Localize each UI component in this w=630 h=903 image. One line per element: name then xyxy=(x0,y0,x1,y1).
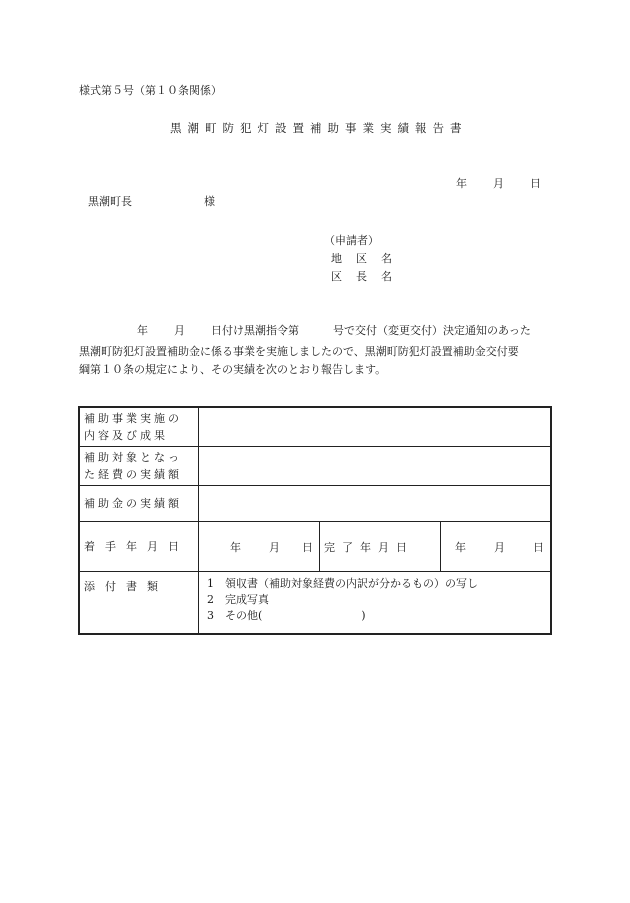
page-title: 黒潮町防犯灯設置補助事業実績報告書 xyxy=(170,121,468,135)
start-date-value[interactable] xyxy=(199,522,320,572)
item-text: その他( ) xyxy=(225,609,366,622)
list-item xyxy=(207,608,542,624)
body-line-2: 黒潮町防犯灯設置補助金に係る事業を実施しましたので、黒潮町防犯灯設置補助金交付要 xyxy=(79,345,519,358)
table-row xyxy=(79,486,551,522)
item-number: 1 xyxy=(207,577,214,590)
complete-date-value[interactable] xyxy=(441,522,552,572)
addressee-honorific: 様 xyxy=(204,195,215,208)
list-item xyxy=(207,592,542,608)
form-number: 様式第５号（第１０条関係） xyxy=(79,84,222,97)
date-day: 日 xyxy=(530,177,541,190)
table-row xyxy=(79,447,551,486)
row-label-line: 内容及び成果 xyxy=(84,429,168,442)
body-number-ref: 号で交付（変更交付）決定通知のあった xyxy=(333,324,531,337)
complete-date-label: 完了年月日 xyxy=(320,522,441,572)
item-text: 領収書（補助対象経費の内訳が分かるもの）の写し xyxy=(225,577,478,590)
date-year: 年 xyxy=(456,177,467,190)
end-day: 日 xyxy=(533,540,544,554)
start-day: 日 xyxy=(302,540,313,554)
list-item xyxy=(207,576,542,592)
report-table xyxy=(78,406,552,635)
date-month: 月 xyxy=(493,177,504,190)
district-name-label: 地区名 xyxy=(331,252,406,265)
row-label-subsidy: 補助金の実績額 xyxy=(79,486,199,522)
item-number: 3 xyxy=(207,609,214,622)
item-text: 完成写真 xyxy=(225,593,269,606)
row-label-attachments: 添付書類 xyxy=(79,572,199,634)
table-row xyxy=(79,572,551,634)
row-label-start-date: 着手年月日 xyxy=(79,522,199,572)
row-label-line: 補助事業実施の xyxy=(84,412,182,425)
row-label-expense xyxy=(79,447,199,486)
end-year: 年 xyxy=(455,540,466,554)
start-month: 月 xyxy=(269,540,280,554)
item-number: 2 xyxy=(207,593,214,606)
district-head-label: 区長名 xyxy=(331,270,406,283)
body-year: 年 xyxy=(137,324,148,337)
body-line-3: 綱第１０条の規定により、その実績を次のとおり報告します。 xyxy=(79,363,387,376)
addressee xyxy=(88,193,215,209)
body-month: 月 xyxy=(174,324,185,337)
applicant-label: （申請者） xyxy=(324,234,379,247)
body-day-ref: 日付け黒潮指令第 xyxy=(211,324,299,337)
attachment-list xyxy=(199,572,552,634)
start-year: 年 xyxy=(230,540,241,554)
end-month: 月 xyxy=(494,540,505,554)
table-row xyxy=(79,407,551,447)
body-line-1 xyxy=(79,322,531,338)
row-label-line: た経費の実績額 xyxy=(84,468,182,481)
row-label-contents xyxy=(79,407,199,447)
contents-value[interactable] xyxy=(199,407,552,447)
table-row xyxy=(79,522,551,572)
report-date xyxy=(456,175,541,191)
addressee-name: 黒潮町長 xyxy=(88,195,132,208)
subsidy-value[interactable] xyxy=(199,486,552,522)
expense-value[interactable] xyxy=(199,447,552,486)
row-label-line: 補助対象となっ xyxy=(84,451,182,464)
